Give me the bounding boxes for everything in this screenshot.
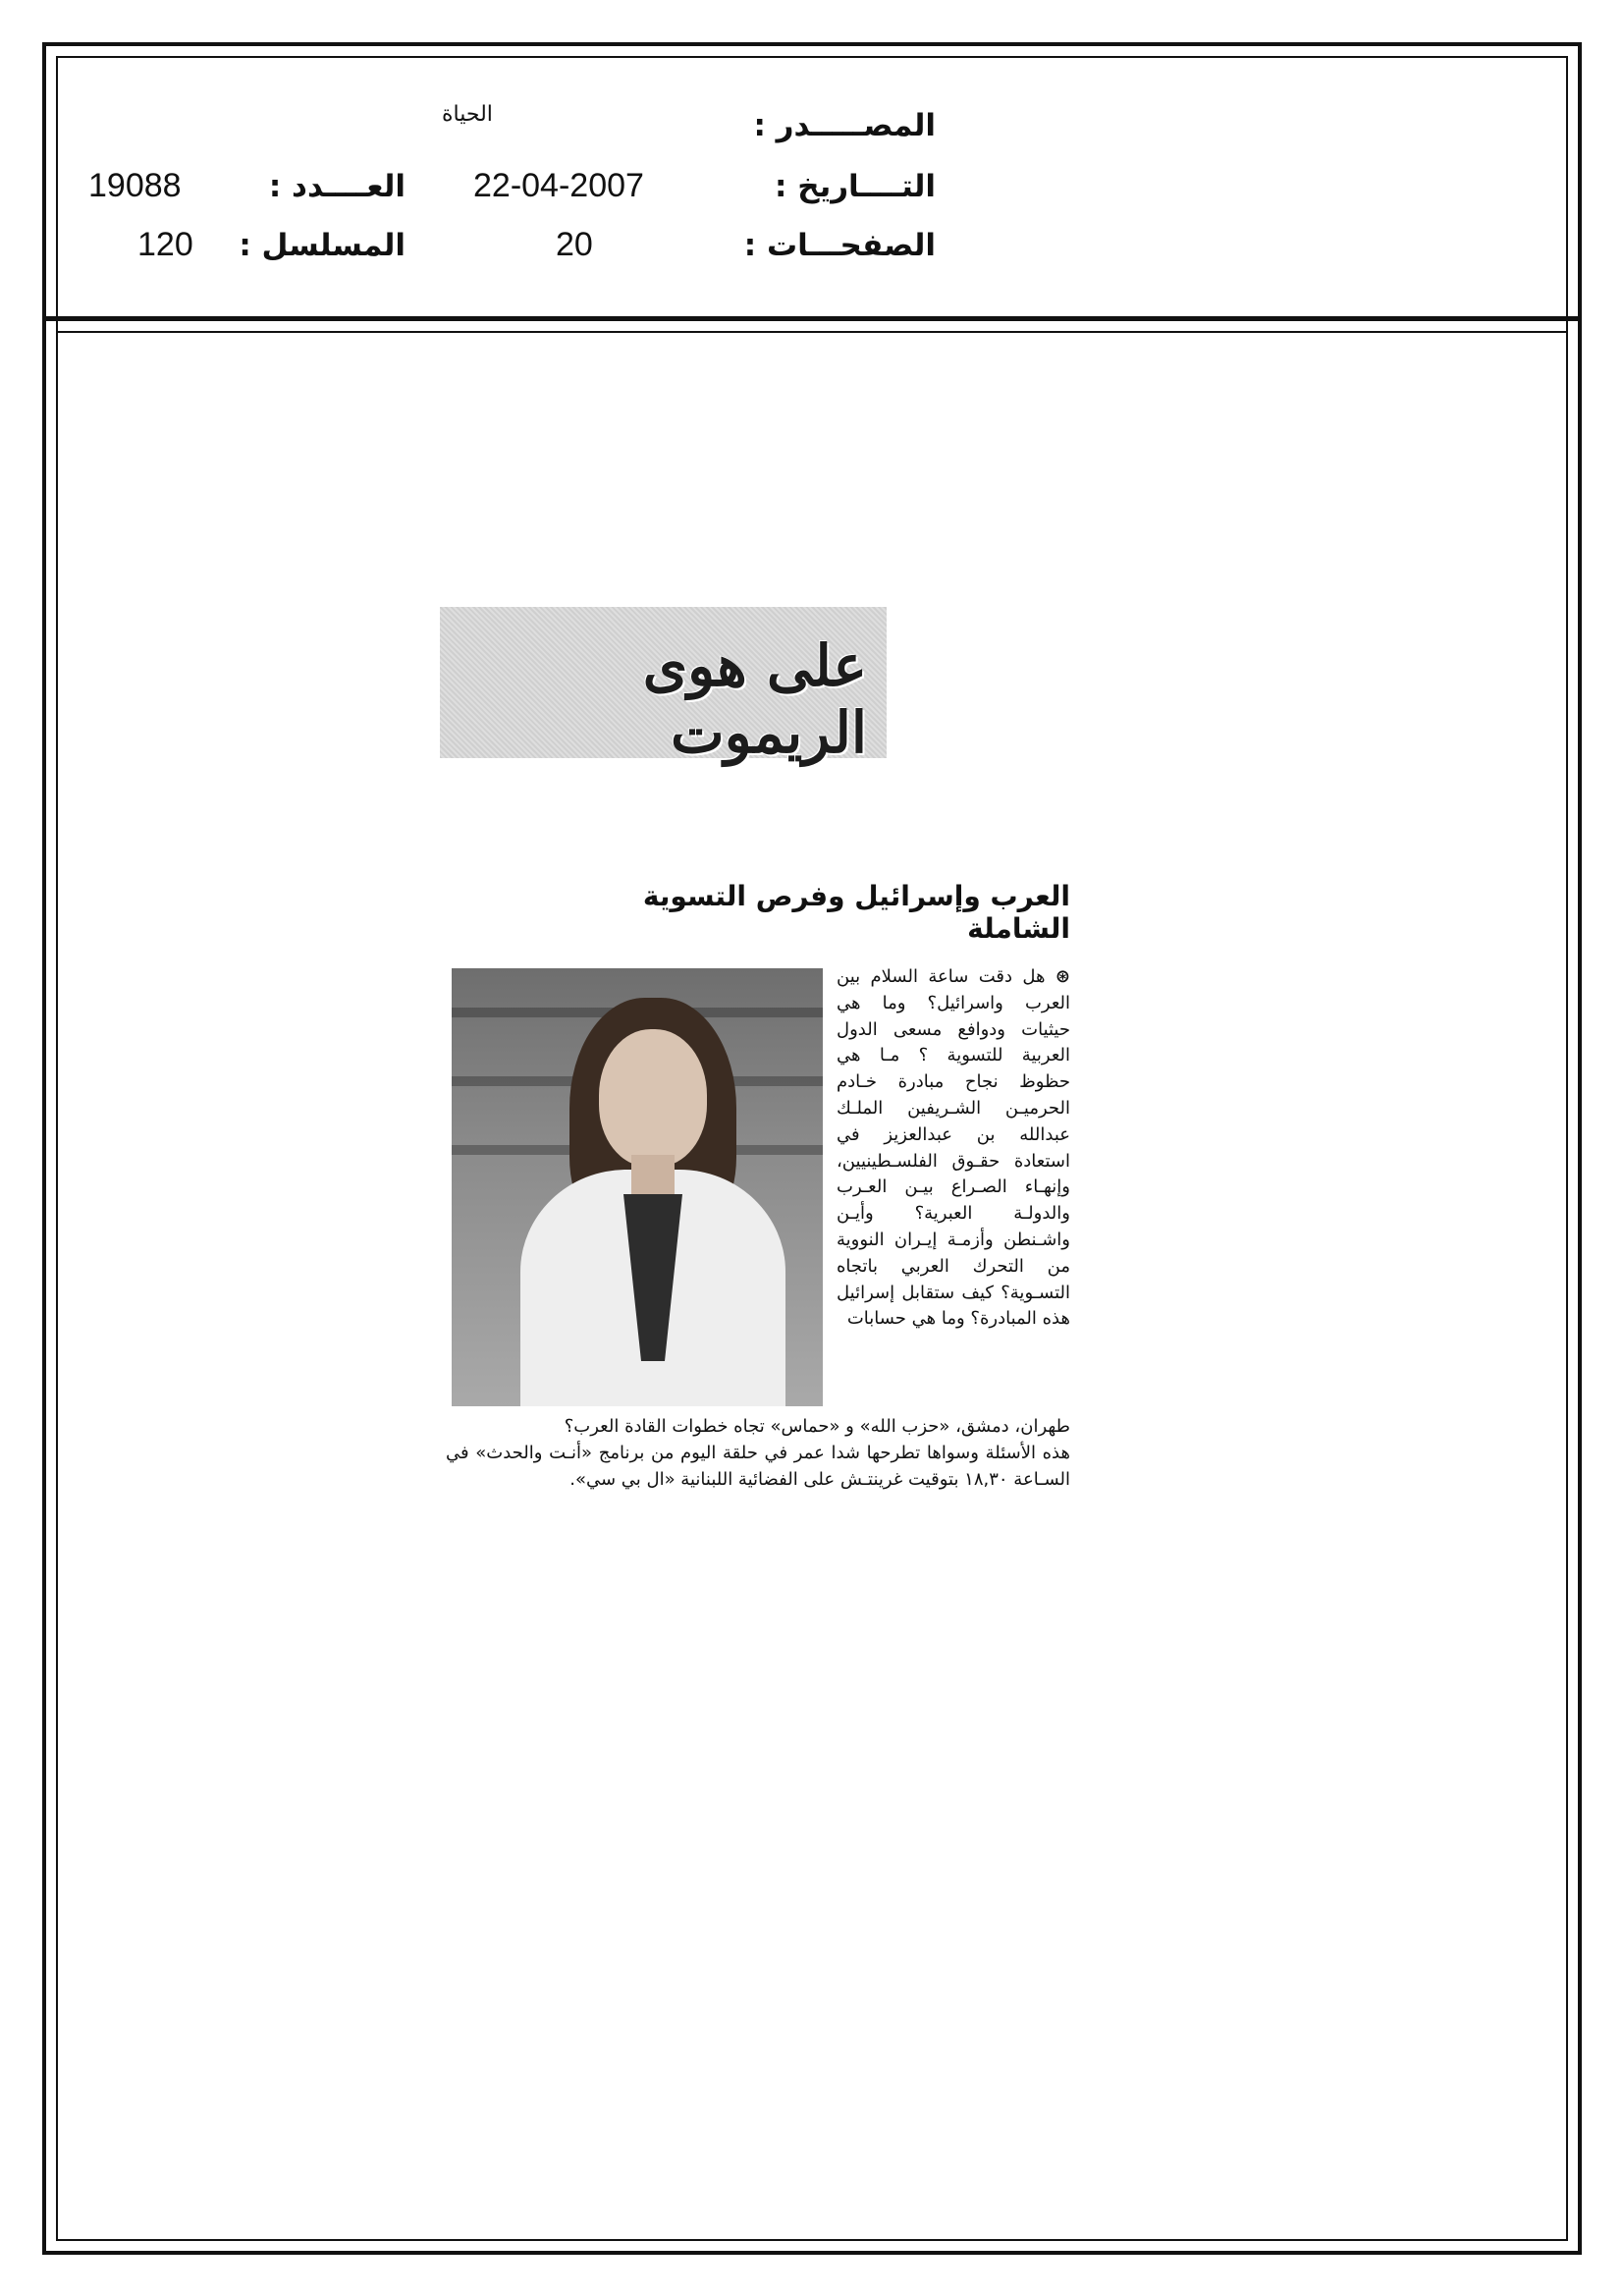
article-column-body: هل دقت ساعة السلام بين العرب واسرائيل؟ وما هي حيثيات ودوافع مسعى الدول العربية للتسوية ؟ مـا هي حظوظ نجاح مبادرة خـادم الحرميـن الشـريفين الملـك عبدالله بن عبدالعزيز في استعادة حقـوق الفلسـطينيين، وإنهـاء الصـراع بيـن العـرب والدولـة العبرية؟ وأيـن واشـنطن وأزمـة إيـران النووية من التحرك العربي باتجاه التسـوية؟ كيف ستقابل إسرائيل هذه المبادرة؟ وما هي حسابات [837, 966, 1070, 1330]
bullet-icon: ⊛ [1055, 966, 1070, 987]
article-column-text [837, 964, 1070, 1333]
presenter-photo [452, 968, 823, 1406]
serial-value: 120 [137, 226, 193, 263]
section-heading: على هوى الريموت [642, 632, 867, 766]
article-title: العرب وإسرائيل وفرص التسوية الشاملة [642, 880, 1070, 945]
pages-value: 20 [556, 226, 593, 263]
section-heading-box [440, 607, 887, 766]
source-value: الحياة [442, 102, 493, 127]
pages-label: الصفحـــات : [743, 228, 936, 263]
date-value: 22-04-2007 [473, 167, 644, 204]
date-label: التــــاريخ : [775, 169, 936, 204]
article-paragraph-2: هذه الأسئلة وسواها تطرحها شدا عمر في حلقة اليوم من برنامج «أنـت والحدث» في السـاعة ١٨,٣٠ بتوقيت غرينتـش على الفضائية اللبنانية «ال بي سي». [446, 1442, 1070, 1490]
header-divider-thin [56, 331, 1568, 333]
source-label: المصـــــدر : [753, 108, 936, 143]
article-paragraph-1: طهران، دمشق، «حزب الله» و «حماس» تجاه خطوات القادة العرب؟ [564, 1416, 1070, 1437]
header-divider-thick [42, 316, 1582, 321]
issue-value: 19088 [88, 167, 182, 204]
issue-label: العــــدد : [268, 169, 406, 204]
serial-label: المسلسل : [239, 228, 406, 263]
article-full-width-text [446, 1414, 1070, 1493]
photo-face [599, 1029, 707, 1167]
